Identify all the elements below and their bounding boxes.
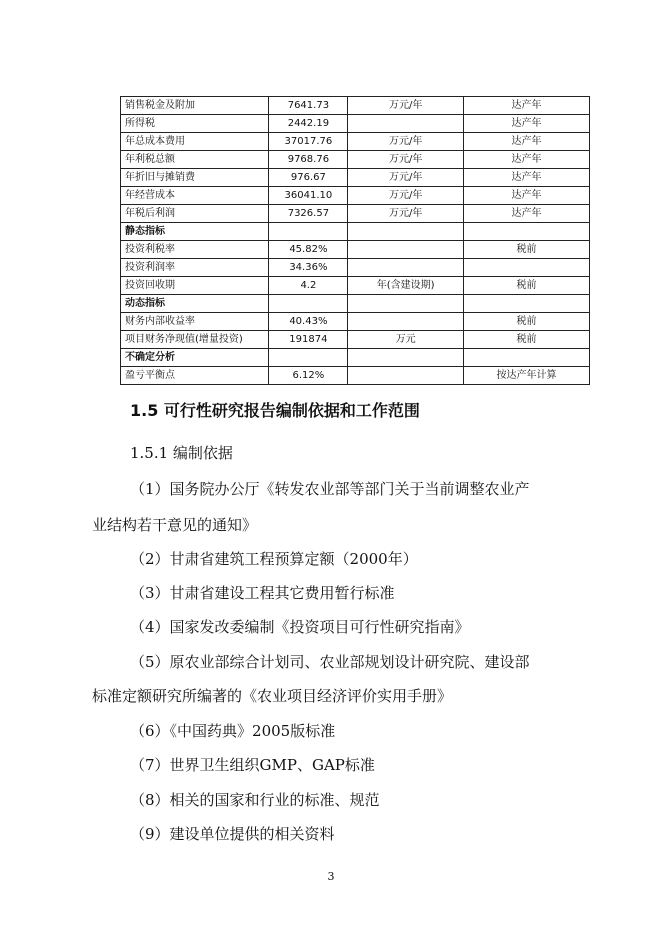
table-cell-c1: 财务内部收益率 (121, 313, 269, 331)
table-cell-c2: 34.36% (269, 259, 348, 277)
table-cell-c3 (348, 259, 464, 277)
section-heading: 1.5 可行性研究报告编制依据和工作范围 (130, 401, 420, 420)
table-cell-c2: 7641.73 (269, 97, 348, 115)
table-cell-c3 (348, 295, 464, 313)
paragraph-6: （6）《中国药典》2005版标准 (130, 722, 336, 740)
table-section-row (121, 223, 590, 241)
table-cell-c2: 191874 (269, 331, 348, 349)
table-cell-c2: 37017.76 (269, 133, 348, 151)
table-cell-c2: 2442.19 (269, 115, 348, 133)
paragraph-7: （7）世界卫生组织GMP、GAP标准 (130, 756, 375, 774)
table-row (121, 115, 590, 133)
table-cell-c1: 年经营成本 (121, 187, 269, 205)
table-cell-c1: 投资回收期 (121, 277, 269, 295)
table-cell-c1: 年利税总额 (121, 151, 269, 169)
page-number: 3 (327, 870, 335, 883)
table-cell-c1: 静态指标 (121, 223, 269, 241)
table-cell-c4: 达产年 (464, 151, 590, 169)
table-cell-c2: 40.43% (269, 313, 348, 331)
table-row (121, 169, 590, 187)
table-cell-c2: 7326.57 (269, 205, 348, 223)
table-cell-c4 (464, 295, 590, 313)
table-cell-c1: 所得税 (121, 115, 269, 133)
table-cell-c2: 9768.76 (269, 151, 348, 169)
table-cell-c3 (348, 115, 464, 133)
table-cell-c3 (348, 367, 464, 385)
table-cell-c1: 年总成本费用 (121, 133, 269, 151)
paragraph-8: （8）相关的国家和行业的标准、规范 (130, 791, 380, 809)
table-row (121, 133, 590, 151)
table-cell-c1: 销售税金及附加 (121, 97, 269, 115)
table-cell-c4 (464, 349, 590, 367)
table-cell-c3: 万元 (348, 331, 464, 349)
table-cell-c1: 年折旧与摊销费 (121, 169, 269, 187)
table-cell-c2 (269, 349, 348, 367)
table-cell-c3: 万元/年 (348, 205, 464, 223)
table-cell-c1: 投资利润率 (121, 259, 269, 277)
table-cell-c4: 达产年 (464, 133, 590, 151)
table-cell-c3 (348, 241, 464, 259)
table-cell-c4: 税前 (464, 313, 590, 331)
table-cell-c4 (464, 259, 590, 277)
table-cell-c2: 36041.10 (269, 187, 348, 205)
table-cell-c1: 动态指标 (121, 295, 269, 313)
table-cell-c4: 达产年 (464, 205, 590, 223)
table-cell-c4: 税前 (464, 331, 590, 349)
table-cell-c3 (348, 349, 464, 367)
table-cell-c1: 不确定分析 (121, 349, 269, 367)
table-cell-c3 (348, 223, 464, 241)
table-section-row (121, 295, 590, 313)
table-row (121, 241, 590, 259)
subsection-heading: 1.5.1 编制依据 (130, 444, 233, 462)
table-cell-c3: 万元/年 (348, 169, 464, 187)
paragraph-9: （9）建设单位提供的相关资料 (130, 825, 335, 843)
table-cell-c3: 万元/年 (348, 97, 464, 115)
table-row (121, 313, 590, 331)
paragraph-5-line-1: （5）原农业部综合计划司、农业部规划设计研究院、建设部 (130, 653, 530, 671)
table-cell-c1: 投资利税率 (121, 241, 269, 259)
table-cell-c4: 税前 (464, 241, 590, 259)
table-row (121, 331, 590, 349)
table-cell-c2 (269, 295, 348, 313)
table-cell-c4: 税前 (464, 277, 590, 295)
paragraph-5-line-2: 标准定额研究所编著的《农业项目经济评价实用手册》 (92, 687, 453, 705)
table-cell-c3: 万元/年 (348, 133, 464, 151)
paragraph-2: （2）甘肃省建筑工程预算定额（2000年） (130, 550, 418, 568)
table-row (121, 97, 590, 115)
table-row (121, 277, 590, 295)
table-cell-c3 (348, 313, 464, 331)
table-cell-c1: 盈亏平衡点 (121, 367, 269, 385)
table-section-row (121, 349, 590, 367)
table-cell-c2: 6.12% (269, 367, 348, 385)
table-cell-c4: 达产年 (464, 169, 590, 187)
indicator-table (120, 96, 590, 385)
table-cell-c4: 达产年 (464, 187, 590, 205)
table-cell-c4: 达产年 (464, 115, 590, 133)
table-row (121, 367, 590, 385)
table-cell-c1: 年税后利润 (121, 205, 269, 223)
table-cell-c4 (464, 223, 590, 241)
table-cell-c1: 项目财务净现值(增量投资) (121, 331, 269, 349)
table-row (121, 259, 590, 277)
paragraph-1-line-1: （1）国务院办公厅《转发农业部等部门关于当前调整农业产 (130, 480, 530, 498)
table-cell-c2: 45.82% (269, 241, 348, 259)
table-cell-c2 (269, 223, 348, 241)
table-row (121, 187, 590, 205)
table-cell-c3: 万元/年 (348, 187, 464, 205)
table-cell-c3: 万元/年 (348, 151, 464, 169)
table-cell-c4: 按达产年计算 (464, 367, 590, 385)
table-cell-c3: 年(含建设期) (348, 277, 464, 295)
paragraph-4: （4）国家发改委编制《投资项目可行性研究指南》 (130, 618, 470, 636)
paragraph-3: （3）甘肃省建设工程其它费用暂行标准 (130, 584, 395, 602)
paragraph-1-line-2: 业结构若干意见的通知》 (92, 516, 258, 534)
table-cell-c2: 4.2 (269, 277, 348, 295)
table-row (121, 205, 590, 223)
table-cell-c4: 达产年 (464, 97, 590, 115)
table-cell-c2: 976.67 (269, 169, 348, 187)
table-row (121, 151, 590, 169)
indicator-table-body (121, 97, 590, 385)
